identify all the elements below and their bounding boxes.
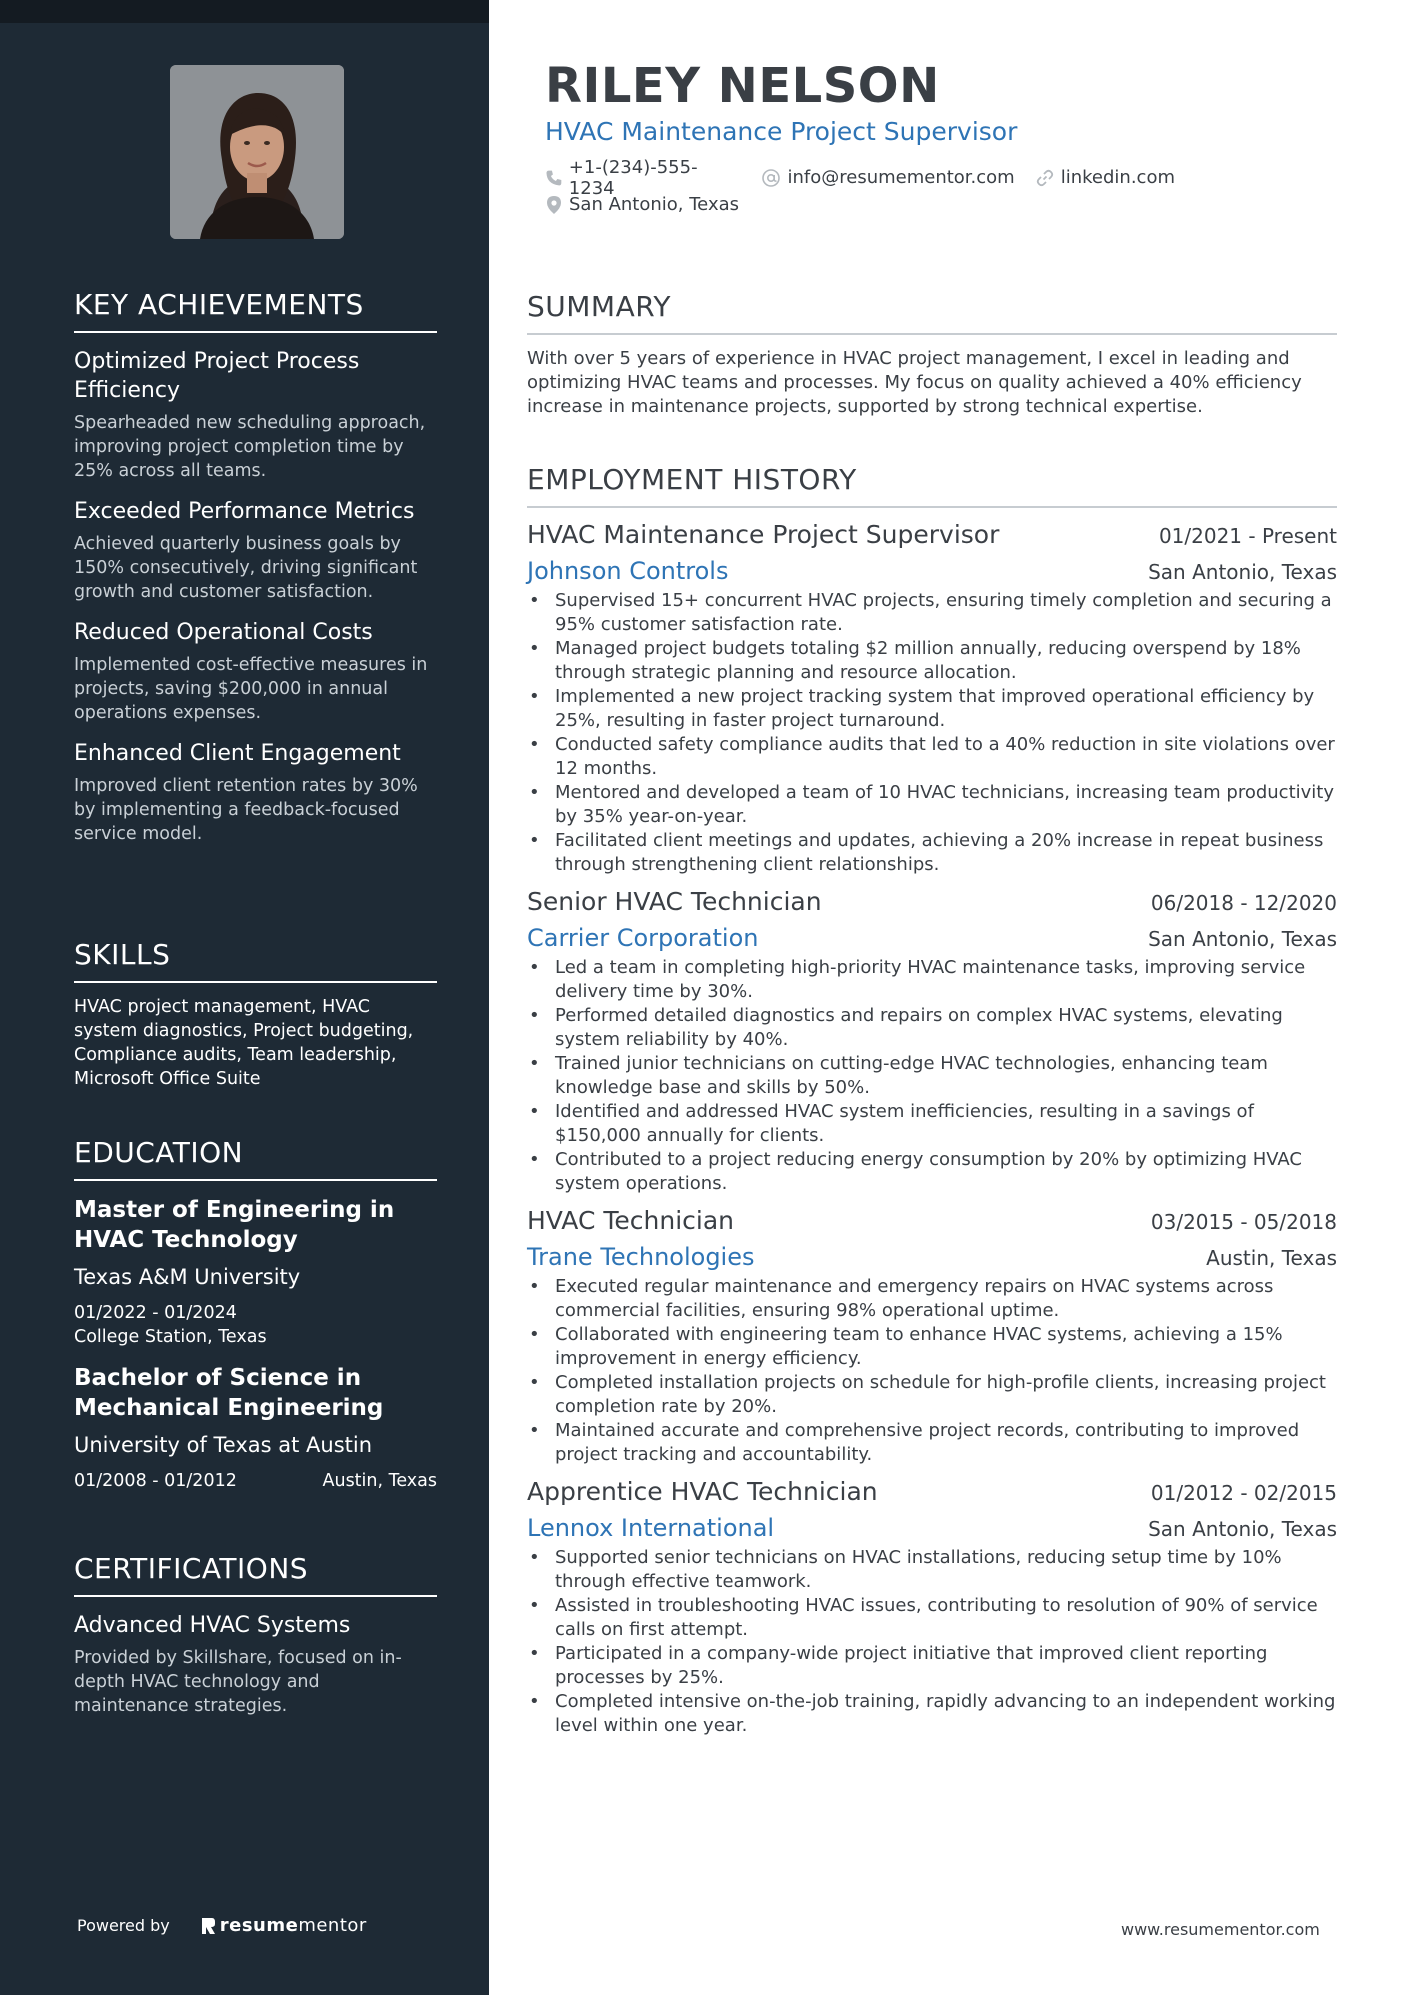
job-bullet: • Facilitated client meetings and updates, achieving a 20% increase in repeat business through strengthening client relationships.: [527, 829, 1337, 877]
skills-list: HVAC project management, HVAC system diagnostics, Project budgeting, Compliance audits, Team leadership, Microsoft Office Suite: [74, 997, 414, 1089]
achievement-title: Reduced Operational Costs: [74, 620, 373, 645]
job-title: HVAC Technician: [527, 1206, 735, 1235]
education-location: Austin, Texas: [322, 1471, 437, 1491]
candidate-title: HVAC Maintenance Project Supervisor: [545, 117, 1018, 146]
contact-info: [545, 156, 1195, 218]
job-company: Johnson Controls: [527, 557, 729, 585]
summary-text: With over 5 years of experience in HVAC project management, I excel in leading and optimizing HVAC teams and processes. My focus on quality achieved a 40% efficiency increase in maintenance projects, supported by strong technical expertise.: [527, 348, 1302, 417]
certifications-section: [74, 1552, 437, 1718]
achievement-description: Spearheaded new scheduling approach, improving project completion time by 25% across all teams.: [74, 413, 426, 481]
job-dates: 03/2015 - 05/2018: [1150, 1210, 1337, 1234]
job-entry: [527, 1206, 1337, 1467]
education-school: Texas A&M University: [74, 1265, 301, 1289]
job-entry: [527, 520, 1337, 877]
job-bullet: • Mentored and developed a team of 10 HVAC technicians, increasing team productivity by 35% year-on-year.: [527, 781, 1337, 829]
footer-website-link[interactable]: www.resumementor.com: [1121, 1920, 1320, 1939]
achievement-item: [74, 347, 437, 483]
achievement-description: Achieved quarterly business goals by 150% consecutively, driving significant growth and customer satisfaction.: [74, 534, 418, 602]
education-heading: EDUCATION: [74, 1136, 437, 1181]
education-dates: 01/2022 - 01/2024: [74, 1303, 237, 1323]
job-title: Senior HVAC Technician: [527, 887, 822, 916]
education-degree: Bachelor of Science in Mechanical Engineering: [74, 1365, 384, 1421]
certification-title: Advanced HVAC Systems: [74, 1613, 351, 1638]
summary-heading: SUMMARY: [527, 290, 1337, 335]
job-bullet: • Contributed to a project reducing energy consumption by 20% by optimizing HVAC system operations.: [527, 1148, 1337, 1196]
education-dates: 01/2008 - 01/2012: [74, 1471, 237, 1491]
key-achievements-heading: KEY ACHIEVEMENTS: [74, 288, 437, 333]
job-bullets: [527, 1546, 1337, 1738]
job-dates: 06/2018 - 12/2020: [1150, 891, 1337, 915]
phone-number: +1-(234)-555-1234: [568, 156, 698, 199]
profile-photo: [170, 65, 344, 239]
location-pin-icon: [545, 195, 563, 215]
employment-history-section: [527, 463, 1337, 1738]
candidate-name: RILEY NELSON: [545, 58, 940, 114]
job-entry: [527, 887, 1337, 1196]
job-company: Lennox International: [527, 1514, 775, 1542]
brand-thin: mentor: [298, 1915, 367, 1936]
job-bullet: • Led a team in completing high-priority HVAC maintenance tasks, improving service delivery time by 30%.: [527, 956, 1337, 1004]
achievement-description: Improved client retention rates by 30% by implementing a feedback-focused service model.: [74, 776, 418, 844]
job-bullet: • Supported senior technicians on HVAC installations, reducing setup time by 10% through effective teamwork.: [527, 1546, 1337, 1594]
achievement-title: Enhanced Client Engagement: [74, 741, 401, 766]
job-location: Austin, Texas: [1206, 1246, 1337, 1270]
education-section: [74, 1136, 437, 1493]
at-sign-icon: [761, 168, 781, 188]
achievement-description: Implemented cost-effective measures in projects, saving $200,000 in annual operations expenses.: [74, 655, 428, 723]
phone-contact[interactable]: [545, 157, 741, 199]
email-address: info@resumementor.com: [787, 167, 1015, 188]
phone-icon: [545, 169, 563, 187]
job-bullet: • Supervised 15+ concurrent HVAC projects, ensuring timely completion and securing a 95% customer satisfaction rate.: [527, 589, 1337, 637]
job-dates: 01/2012 - 02/2015: [1150, 1481, 1337, 1505]
email-contact[interactable]: [761, 167, 1014, 188]
job-bullet: • Participated in a company-wide project initiative that improved client reporting processes by 25%.: [527, 1642, 1337, 1690]
achievement-item: [74, 497, 437, 604]
job-location: San Antonio, Texas: [1148, 1517, 1337, 1541]
job-bullets: [527, 589, 1337, 877]
skills-section: [74, 938, 437, 1091]
powered-by-label: Powered by: [77, 1916, 170, 1935]
achievement-item: [74, 618, 437, 725]
brand-bold: resume: [219, 1915, 299, 1936]
job-bullet: • Maintained accurate and comprehensive project records, contributing to improved project tracking and accountability.: [527, 1419, 1337, 1467]
skills-heading: SKILLS: [74, 938, 437, 983]
achievement-title: Optimized Project Process Efficiency: [74, 349, 360, 403]
education-location: College Station, Texas: [74, 1327, 267, 1347]
linkedin-contact[interactable]: [1035, 167, 1175, 188]
powered-by: [77, 1915, 367, 1936]
location-contact: [545, 194, 739, 215]
job-bullet: • Identified and addressed HVAC system inefficiencies, resulting in a savings of $150,000 annually for clients.: [527, 1100, 1337, 1148]
location-text: San Antonio, Texas: [569, 194, 739, 215]
achievement-item: [74, 739, 437, 846]
job-location: San Antonio, Texas: [1148, 560, 1337, 584]
job-bullets: [527, 1275, 1337, 1467]
key-achievements-section: [74, 288, 437, 846]
job-bullet: • Trained junior technicians on cutting-edge HVAC technologies, enhancing team knowledge base and skills by 50%.: [527, 1052, 1337, 1100]
education-degree: Master of Engineering in HVAC Technology: [74, 1197, 395, 1253]
job-bullet: • Completed installation projects on schedule for high-profile clients, increasing project completion rate by 20%.: [527, 1371, 1337, 1419]
job-bullet: • Performed detailed diagnostics and repairs on complex HVAC systems, elevating system reliability by 40%.: [527, 1004, 1337, 1052]
job-bullet: • Implemented a new project tracking system that improved operational efficiency by 25%, resulting in faster project turnaround.: [527, 685, 1337, 733]
job-title: Apprentice HVAC Technician: [527, 1477, 878, 1506]
employment-history-heading: EMPLOYMENT HISTORY: [527, 463, 1337, 508]
job-company: Carrier Corporation: [527, 924, 759, 952]
job-entry: [527, 1477, 1337, 1738]
summary-section: [527, 290, 1337, 419]
education-item: [74, 1195, 437, 1349]
job-bullet: • Managed project budgets totaling $2 million annually, reducing overspend by 18% through strategic planning and resource allocation.: [527, 637, 1337, 685]
job-bullet: • Executed regular maintenance and emergency repairs on HVAC systems across commercial facilities, ensuring 98% operational uptime.: [527, 1275, 1337, 1323]
resumementor-logo[interactable]: [200, 1915, 367, 1936]
linkedin-url: linkedin.com: [1060, 167, 1175, 188]
achievement-title: Exceeded Performance Metrics: [74, 499, 415, 524]
job-bullet: • Completed intensive on-the-job training, rapidly advancing to an independent working level within one year.: [527, 1690, 1337, 1738]
education-item: [74, 1363, 437, 1493]
link-icon: [1035, 168, 1055, 188]
sidebar: [0, 0, 489, 1995]
job-bullet: • Conducted safety compliance audits that led to a 40% reduction in site violations over 12 months.: [527, 733, 1337, 781]
job-bullet: • Assisted in troubleshooting HVAC issues, contributing to resolution of 90% of service calls on first attempt.: [527, 1594, 1337, 1642]
job-title: HVAC Maintenance Project Supervisor: [527, 520, 1000, 549]
job-bullets: [527, 956, 1337, 1196]
job-dates: 01/2021 - Present: [1158, 524, 1337, 548]
education-school: University of Texas at Austin: [74, 1433, 373, 1457]
sidebar-top-bar: [0, 0, 489, 23]
certifications-heading: CERTIFICATIONS: [74, 1552, 437, 1597]
certification-description: Provided by Skillshare, focused on in-depth HVAC technology and maintenance strategies.: [74, 1648, 402, 1716]
resumementor-logo-icon: [200, 1916, 216, 1936]
job-location: San Antonio, Texas: [1148, 927, 1337, 951]
job-company: Trane Technologies: [527, 1243, 755, 1271]
job-bullet: • Collaborated with engineering team to enhance HVAC systems, achieving a 15% improvement in energy efficiency.: [527, 1323, 1337, 1371]
